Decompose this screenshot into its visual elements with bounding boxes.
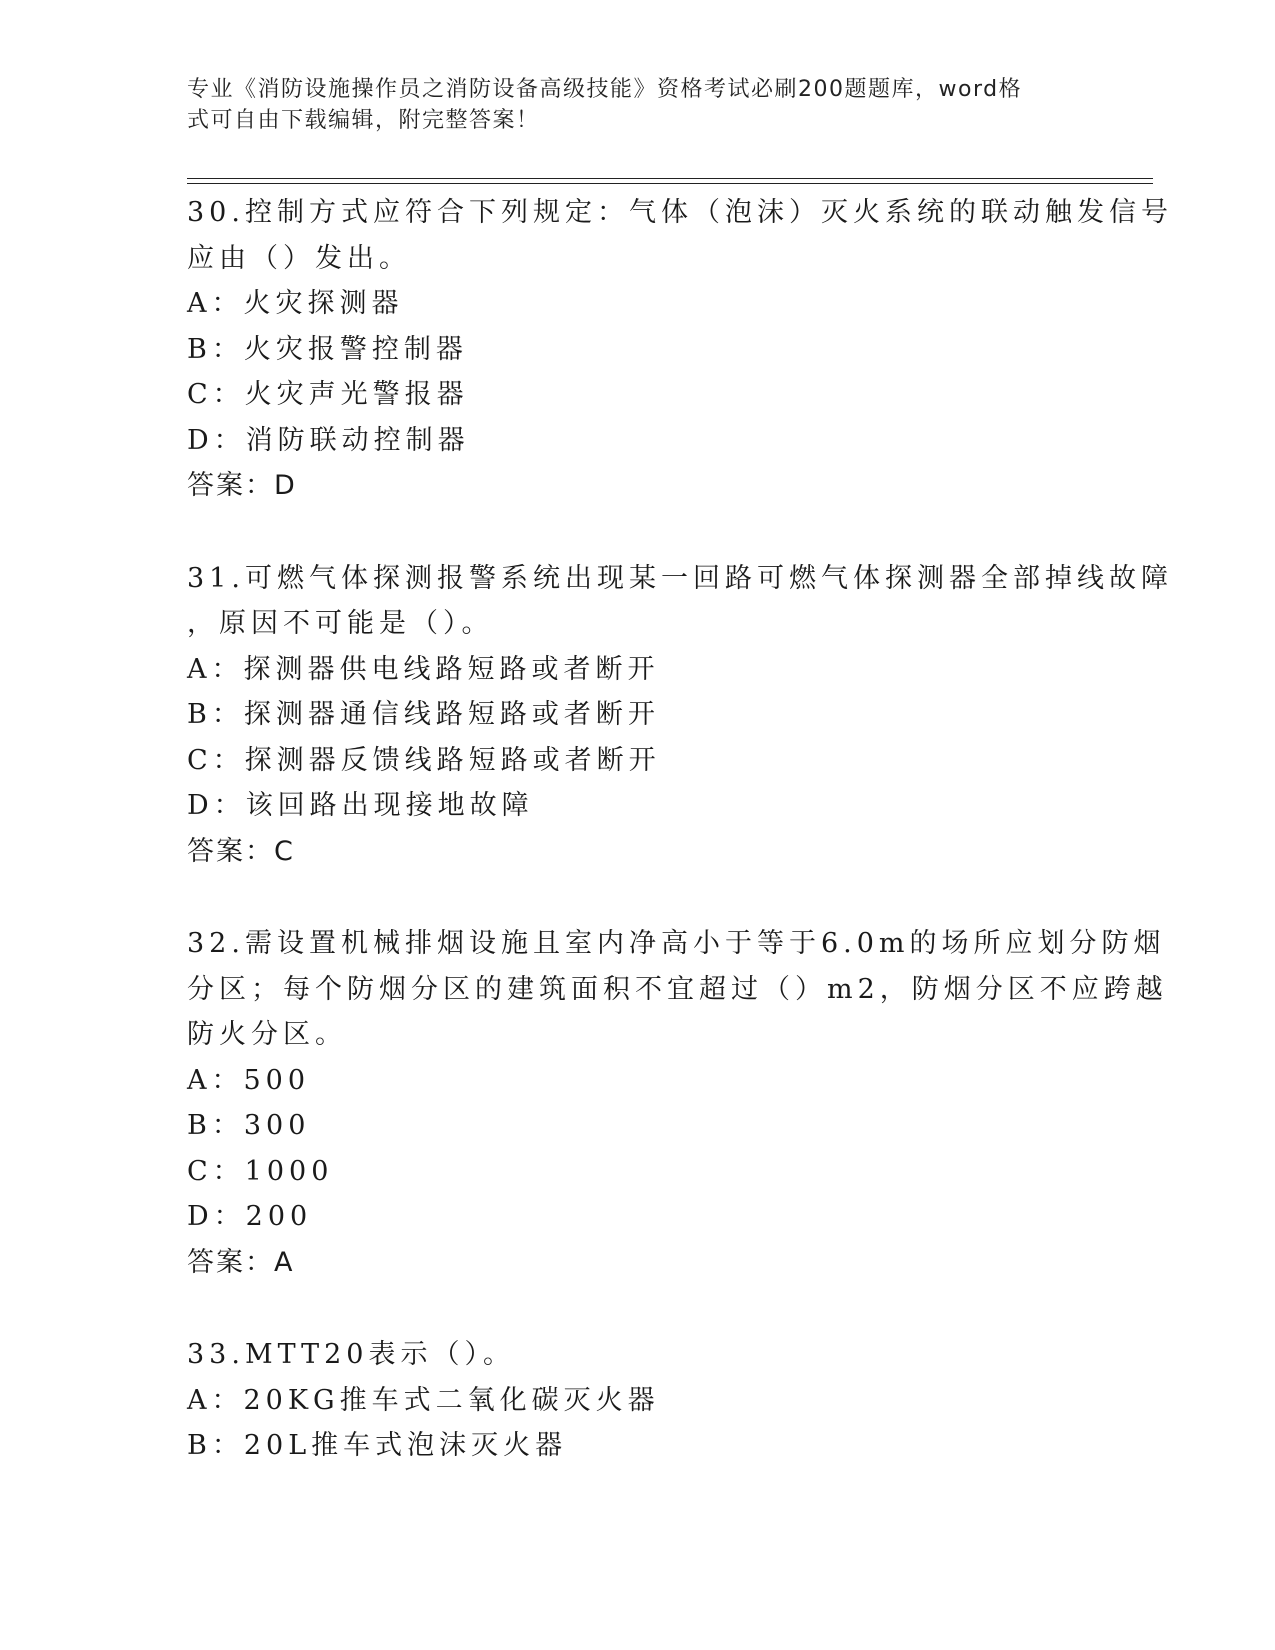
option-a: A：20KG推车式二氧化碳灭火器: [187, 1384, 660, 1416]
document-header: [187, 74, 1067, 136]
question-stem-line: 防火分区。: [187, 1019, 347, 1050]
question-stem-line: 分区；每个防烟分区的建筑面积不宜超过（）m2，防烟分区不应跨越: [187, 973, 1168, 1005]
question-gap: [187, 1285, 1087, 1332]
answer-line: 答案：C: [187, 835, 295, 867]
option-a: A：火灾探测器: [187, 288, 404, 319]
option-d: D：200: [187, 1201, 313, 1232]
question-gap: [187, 874, 1087, 921]
option-c: C：火灾声光警报器: [187, 379, 469, 410]
question-32: [187, 921, 1168, 1285]
question-stem-line: ，原因不可能是（）。: [187, 608, 494, 639]
question-stem-line: 31.可燃气体探测报警系统出现某一回路可燃气体探测器全部掉线故障: [187, 562, 1173, 594]
option-a: A：500: [187, 1064, 311, 1096]
answer-line: 答案：A: [187, 1246, 295, 1278]
option-b: B：20L推车式泡沫灭火器: [187, 1430, 568, 1461]
question-stem-line: 32.需设置机械排烟设施且室内净高小于等于6.0m的场所应划分防烟: [187, 928, 1166, 959]
option-b: B：探测器通信线路短路或者断开: [187, 699, 660, 730]
header-divider-bottom: [187, 183, 1153, 184]
question-gap: [187, 509, 1087, 556]
question-stem-line: 应由（）发出。: [187, 242, 411, 274]
option-c: C：1000: [187, 1155, 334, 1187]
option-d: D：消防联动控制器: [187, 424, 470, 456]
option-d: D：该回路出现接地故障: [187, 790, 534, 821]
option-c: C：探测器反馈线路短路或者断开: [187, 744, 661, 776]
option-a: A：探测器供电线路短路或者断开: [187, 653, 660, 685]
question-33: [187, 1332, 1087, 1469]
question-stem-line: 30.控制方式应符合下列规定：气体（泡沫）灭火系统的联动触发信号: [187, 197, 1173, 228]
answer-line: 答案：D: [187, 470, 297, 501]
option-b: B：300: [187, 1110, 311, 1141]
question-30: [187, 190, 1173, 509]
option-b: B：火灾报警控制器: [187, 333, 468, 365]
header-line-2: 式可自由下载编辑，附完整答案！: [187, 108, 540, 133]
question-stem-line: 33.MTT20表示（）。: [187, 1339, 515, 1370]
question-31: [187, 556, 1173, 875]
header-line-1: 专业《消防设施操作员之消防设备高级技能》资格考试必刷200题题库，word格: [187, 77, 1023, 102]
question-list: [187, 190, 1173, 1469]
header-divider-top: [187, 178, 1153, 179]
